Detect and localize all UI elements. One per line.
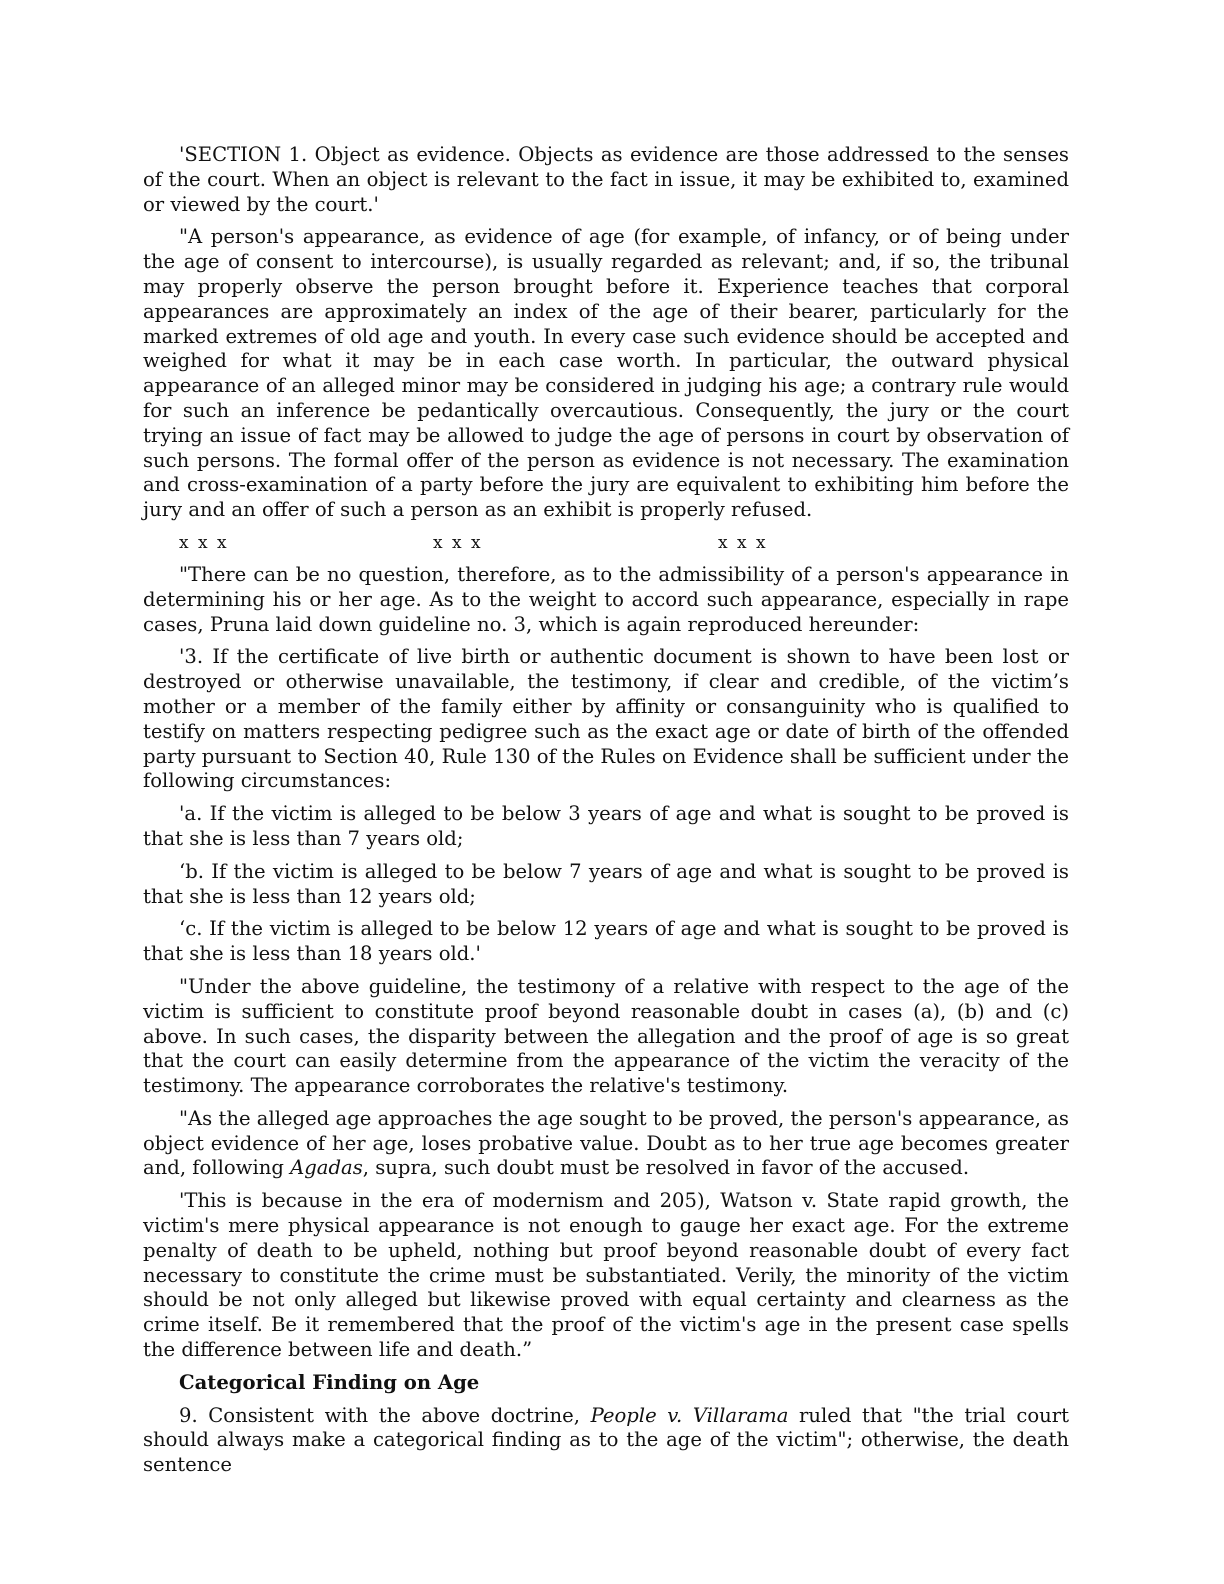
paragraph-guideline-a: 'a. If the victim is alleged to be below 3 years of age and what is sought to be proved is that she is less than 7 years old; bbox=[143, 802, 1069, 850]
paragraph-section-1: 'SECTION 1. Object as evidence. Objects as evidence are those addressed to the senses of the court. When an object is relevant to the fact in issue, it may be exhibited to, examined or viewed by the court.' bbox=[143, 143, 1069, 216]
paragraph-probative-value bbox=[143, 1107, 1069, 1181]
document-page bbox=[143, 143, 1069, 1486]
omission-mark: x x x bbox=[179, 532, 229, 553]
paragraph-modernism: 'This is because in the era of modernism and 205), Watson v. State rapid growth, the victim's mere physical appearance is not enough to gauge her exact age. For the extreme penalty of death to be upheld, nothing but proof beyond reasonable doubt of every fact necessary to constitute the crime must be substantiated. Verily, the minority of the victim should be not only alleged but likewise proved with equal certainty and clearness as the crime itself. Be it remembered that the proof of the victim's age in the present case spells the difference between life and death.” bbox=[143, 1189, 1069, 1362]
omission-mark: x x x bbox=[718, 532, 768, 553]
paragraph-relative-testimony: "Under the above guideline, the testimony of a relative with respect to the age of the victim is sufficient to constitute proof beyond reasonable doubt in cases (a), (b) and (c) above. In such cases, the disparity between the allegation and the proof of age is so great that the court can easily determine from the appearance of the victim the veracity of the testimony. The appearance corroborates the relative's testimony. bbox=[143, 974, 1069, 1098]
paragraph-guideline-b: ‘b. If the victim is alleged to be below 7 years of age and what is sought to be proved is that she is less than 12 years old; bbox=[143, 859, 1069, 908]
text-run: "As the alleged age approaches the age sought to be proved, the person's appearance, as object evidence of her age, loses probative value. Doubt as to her true age becomes greater and, following bbox=[143, 1106, 1069, 1180]
case-name-italic: Agadas bbox=[290, 1156, 363, 1180]
paragraph-appearance-evidence: "A person's appearance, as evidence of age (for example, of infancy, or of being under the age of consent to intercourse), is usually regarded as relevant; and, if so, the tribunal may properly observe the person brought before it. Experience teaches that corporal appearances are approximately an index of the age of their bearer, particularly for the marked extremes of old age and youth. In every case such evidence should be accepted and weighed for what it may be in each case worth. In particular, the outward physical appearance of an alleged minor may be considered in judging his age; a contrary rule would for such an inference be pedantically overcautious. Consequently, the jury or the court trying an issue of fact may be allowed to judge the age of persons in court by observation of such persons. The formal offer of the person as evidence is not necessary. The examination and cross-examination of a party before the jury are equivalent to exhibiting him before the jury and an offer of such a person as an exhibit is properly refused. bbox=[143, 225, 1069, 522]
case-name-italic: People v. Villarama bbox=[590, 1403, 789, 1427]
text-run: 9. Consistent with the above doctrine, bbox=[179, 1403, 591, 1427]
section-heading: Categorical Finding on Age bbox=[179, 1370, 480, 1394]
omission-separator bbox=[143, 531, 1069, 555]
omission-mark: x x x bbox=[433, 532, 483, 553]
paragraph-guideline-c: ‘c. If the victim is alleged to be below 12 years of age and what is sought to be proved is that she is less than 18 years old.' bbox=[143, 917, 1069, 966]
paragraph-admissibility: "There can be no question, therefore, as to the admissibility of a person's appearance in determining his or her age. As to the weight to accord such appearance, especially in rape cases, Pruna laid down guideline no. 3, which is again reproduced hereunder: bbox=[143, 562, 1069, 636]
paragraph-guideline-3: '3. If the certificate of live birth or authentic document is shown to have been lost or destroyed or otherwise unavailable, the testimony, if clear and credible, of the victim’s mother or a member of the family either by affinity or consanguinity who is qualified to testify on matters respecting pedigree such as the exact age or date of birth of the offended party pursuant to Section 40, Rule 130 of the Rules on Evidence shall be sufficient under the following circumstances: bbox=[143, 645, 1069, 793]
text-run: ruled that "the trial court should always make a categorical finding as to the age of the victim"; otherwise, the death sentence bbox=[143, 1403, 1069, 1477]
paragraph-villarama bbox=[143, 1404, 1069, 1478]
text-run: , supra, such doubt must be resolved in favor of the accused. bbox=[362, 1156, 970, 1180]
